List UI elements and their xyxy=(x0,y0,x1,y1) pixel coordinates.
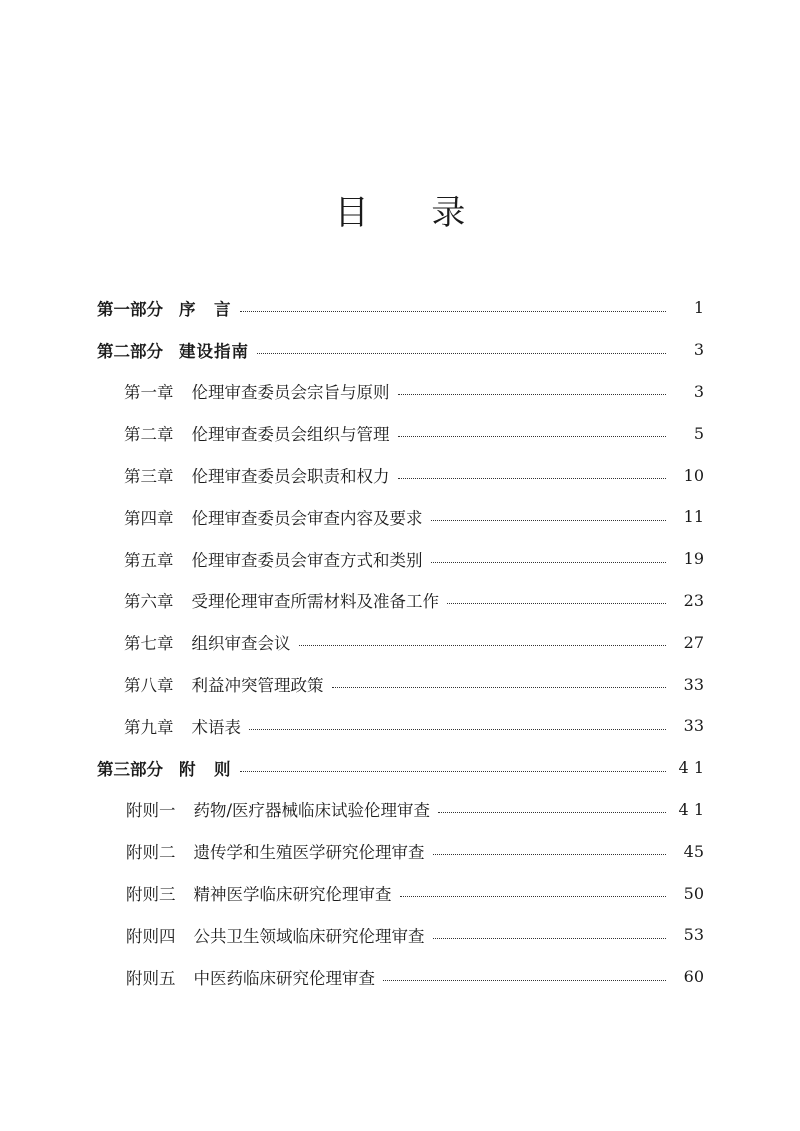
toc-entry-chapter[interactable] xyxy=(0,496,800,538)
toc-entry-number: 第九章 xyxy=(124,717,174,737)
dot-leader xyxy=(438,811,666,813)
toc-entry-chapter[interactable] xyxy=(0,371,800,413)
dot-leader xyxy=(433,937,667,939)
toc-entry-number: 第八章 xyxy=(124,676,174,696)
toc-entry-title: 遗传学和生殖医学研究伦理审查 xyxy=(193,843,425,863)
toc-entry-page-number: 3 xyxy=(693,340,704,360)
toc-entry-appendix[interactable] xyxy=(0,872,800,914)
toc-entry-page-number: 19 xyxy=(683,549,704,569)
toc-entry-title: 伦理审查委员会审查方式和类别 xyxy=(191,550,423,570)
toc-entry-title: 药物/医疗器械临床试验伦理审查 xyxy=(193,801,431,821)
toc-entry-appendix[interactable] xyxy=(0,914,800,956)
dot-leader xyxy=(433,853,667,855)
toc-entry-title: 建设指南 xyxy=(179,341,249,361)
toc-entry-chapter[interactable] xyxy=(0,621,800,663)
toc-entry-part[interactable] xyxy=(0,287,800,329)
toc-entry-title: 附 则 xyxy=(179,759,232,779)
toc-entry-number: 第五章 xyxy=(124,550,174,570)
toc-entry-page-number: 33 xyxy=(683,716,704,736)
toc-entry-part[interactable] xyxy=(0,329,800,371)
toc-entry-title: 精神医学临床研究伦理审查 xyxy=(193,885,392,905)
toc-entry-title: 利益冲突管理政策 xyxy=(191,676,324,696)
dot-leader xyxy=(447,602,666,604)
toc-entry-number: 附则一 xyxy=(126,801,176,821)
toc-entry-part[interactable] xyxy=(0,747,800,789)
toc-entry-page-number: 11 xyxy=(683,507,704,527)
toc-entry-chapter[interactable] xyxy=(0,663,800,705)
toc-entry-page-number: 53 xyxy=(683,925,704,945)
toc-entry-title: 序 言 xyxy=(179,299,232,319)
toc-entry-number: 附则二 xyxy=(126,843,176,863)
toc-entry-chapter[interactable] xyxy=(0,538,800,580)
dot-leader xyxy=(249,728,666,730)
dot-leader xyxy=(299,644,667,646)
dot-leader xyxy=(257,352,666,354)
dot-leader xyxy=(431,519,667,521)
dot-leader xyxy=(332,686,667,688)
toc-entry-number: 第二部分 xyxy=(97,341,163,361)
toc-entry-title: 中医药临床研究伦理审查 xyxy=(193,968,375,988)
toc-entry-page-number: 4 1 xyxy=(678,758,704,778)
toc-entry-page-number: 10 xyxy=(683,465,704,485)
toc-entry-title: 伦理审查委员会组织与管理 xyxy=(191,425,390,445)
toc-entry-title: 术语表 xyxy=(191,717,241,737)
toc-entry-number: 第一部分 xyxy=(97,299,163,319)
page-title: 目 录 xyxy=(334,193,492,233)
toc-entry-number: 第六章 xyxy=(124,592,174,612)
toc-entry-number: 第七章 xyxy=(124,634,174,654)
toc-entry-page-number: 60 xyxy=(683,967,704,987)
toc-entry-chapter[interactable] xyxy=(0,454,800,496)
toc-entry-appendix[interactable] xyxy=(0,830,800,872)
toc-entry-title: 受理伦理审查所需材料及准备工作 xyxy=(191,592,439,612)
dot-leader xyxy=(400,895,667,897)
dot-leader xyxy=(240,770,667,772)
toc-entry-title: 组织审查会议 xyxy=(191,634,291,654)
dot-leader xyxy=(431,561,667,563)
table-of-contents xyxy=(0,287,800,998)
toc-entry-number: 第三章 xyxy=(124,467,174,487)
toc-entry-title: 伦理审查委员会宗旨与原则 xyxy=(191,383,390,403)
dot-leader xyxy=(398,393,667,395)
toc-entry-chapter[interactable] xyxy=(0,412,800,454)
toc-entry-number: 第一章 xyxy=(124,383,174,403)
dot-leader xyxy=(398,477,667,479)
toc-entry-number: 第四章 xyxy=(124,508,174,528)
toc-entry-page-number: 1 xyxy=(693,298,704,318)
toc-entry-number: 附则五 xyxy=(126,968,176,988)
toc-entry-page-number: 23 xyxy=(683,590,704,610)
dot-leader xyxy=(383,979,666,981)
toc-entry-number: 第三部分 xyxy=(97,759,163,779)
toc-entry-title: 伦理审查委员会职责和权力 xyxy=(191,467,390,487)
toc-entry-chapter[interactable] xyxy=(0,580,800,622)
toc-entry-chapter[interactable] xyxy=(0,705,800,747)
dot-leader xyxy=(240,310,667,312)
toc-entry-page-number: 4 1 xyxy=(678,799,704,819)
toc-entry-number: 第二章 xyxy=(124,425,174,445)
toc-entry-title: 伦理审查委员会审查内容及要求 xyxy=(191,508,423,528)
toc-entry-number: 附则四 xyxy=(126,926,176,946)
toc-entry-number: 附则三 xyxy=(126,885,176,905)
toc-entry-title: 公共卫生领域临床研究伦理审查 xyxy=(193,926,425,946)
toc-entry-appendix[interactable] xyxy=(0,789,800,831)
toc-entry-page-number: 3 xyxy=(693,381,704,401)
toc-entry-page-number: 50 xyxy=(683,883,704,903)
toc-entry-page-number: 5 xyxy=(693,423,704,443)
dot-leader xyxy=(398,435,667,437)
toc-entry-page-number: 27 xyxy=(683,632,704,652)
toc-entry-page-number: 45 xyxy=(683,841,704,861)
toc-entry-appendix[interactable] xyxy=(0,956,800,998)
toc-entry-page-number: 33 xyxy=(683,674,704,694)
